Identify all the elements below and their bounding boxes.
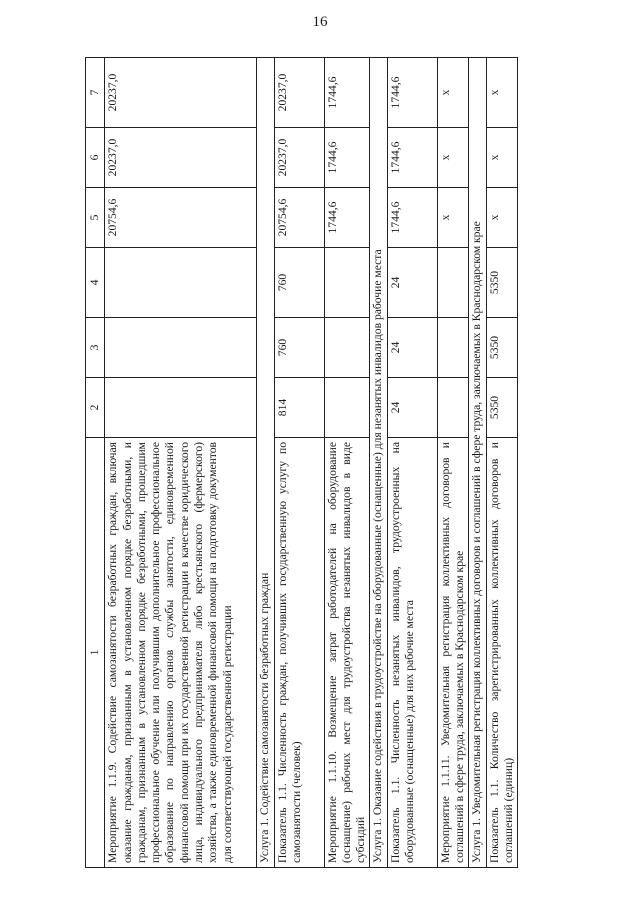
value-cell: 5350 — [486, 318, 518, 378]
table-row — [257, 58, 274, 868]
value-cell: 1744,6 — [324, 58, 370, 128]
service-heading: Услуга 1. Уведомительная регистрация коллективных договоров и соглашений в сфере труда, заключаемых в Краснодарском крае — [469, 58, 486, 868]
header-cell: 4 — [86, 248, 105, 318]
row-text: Мероприятие 1.1.11. Уведомительная регистрация коллективных договоров и соглашений в сфере труда, заключаемых в Краснодарском крае — [437, 438, 469, 868]
table-row — [274, 58, 324, 868]
value-cell: 1744,6 — [387, 58, 437, 128]
row-text: Мероприятие 1.1.9. Содействие самозанятости безработных граждан, включая оказание гражданам, признанным в установленном порядке безработными, и гражданам, признанным в установленном порядке безработными, прошедшим профессиональное обучение или получившим дополнительное профессиональное образование по направлению органов службы занятости, единовременной финансовой помощи при их государственной регистрации в качестве юридического лица, индивидуального предпринимателя либо крестьянского (фермерского) хозяйства, а также единовременной финансовой помощи на подготовку документов для соответствующей государственной регистрации — [105, 438, 257, 868]
value-cell: 760 — [274, 248, 324, 318]
value-cell: 20237,0 — [105, 58, 257, 128]
value-cell — [437, 378, 469, 438]
value-cell: 760 — [274, 318, 324, 378]
value-cell: х — [437, 58, 469, 128]
value-cell: 5350 — [486, 378, 518, 438]
value-cell: х — [486, 58, 518, 128]
table-row — [387, 58, 437, 868]
header-cell: 2 — [86, 378, 105, 438]
value-cell: 5350 — [486, 248, 518, 318]
row-text: Мероприятие 1.1.10. Возмещение затрат работодателей на оборудование (оснащение) рабочих мест для трудоустройства незанятых инвалидов в виде субсидий — [324, 438, 370, 868]
value-cell: 814 — [274, 378, 324, 438]
value-cell: 1744,6 — [324, 188, 370, 248]
value-cell: х — [437, 128, 469, 188]
table-row — [469, 58, 486, 868]
header-row — [86, 58, 105, 868]
value-cell — [324, 318, 370, 378]
row-text: Показатель 1.1. Численность граждан, получивших государственную услугу по самозанятости (человек) — [274, 438, 324, 868]
table-row — [486, 58, 518, 868]
rotated-table-container — [85, 58, 555, 868]
value-cell — [324, 248, 370, 318]
budget-table — [85, 57, 518, 868]
value-cell: 1744,6 — [387, 128, 437, 188]
value-cell: 20237,0 — [274, 58, 324, 128]
value-cell: 24 — [387, 378, 437, 438]
header-cell: 5 — [86, 188, 105, 248]
value-cell: 20237,0 — [105, 128, 257, 188]
header-cell: 6 — [86, 128, 105, 188]
service-heading: Услуга 1. Оказание содействия в трудоустройстве на оборудованные (оснащенные) для незанятых инвалидов рабочие места — [370, 58, 387, 868]
value-cell — [324, 378, 370, 438]
value-cell: 20754,6 — [274, 188, 324, 248]
page-number: 16 — [312, 14, 328, 30]
table-row — [105, 58, 257, 868]
value-cell: 24 — [387, 318, 437, 378]
value-cell: 1744,6 — [324, 128, 370, 188]
value-cell — [437, 248, 469, 318]
value-cell — [105, 248, 257, 318]
header-cell: 7 — [86, 58, 105, 128]
value-cell: 24 — [387, 248, 437, 318]
value-cell: 20237,0 — [274, 128, 324, 188]
value-cell: х — [486, 188, 518, 248]
value-cell — [105, 318, 257, 378]
header-cell: 1 — [86, 438, 105, 868]
row-text: Показатель 1.1. Численность незанятых инвалидов, трудоустроенных на оборудованные (оснащенные) для них рабочие места — [387, 438, 437, 868]
service-heading: Услуга 1. Содействие самозанятости безработных граждан — [257, 58, 274, 868]
value-cell: 20754,6 — [105, 188, 257, 248]
table-row — [324, 58, 370, 868]
table-row — [370, 58, 387, 868]
value-cell: х — [486, 128, 518, 188]
value-cell — [437, 318, 469, 378]
header-cell: 3 — [86, 318, 105, 378]
value-cell — [105, 378, 257, 438]
value-cell: 1744,6 — [387, 188, 437, 248]
value-cell: х — [437, 188, 469, 248]
table-row — [437, 58, 469, 868]
row-text: Показатель 1.1. Количество зарегистрированных коллективных договоров и соглашений (единиц) — [486, 438, 518, 868]
